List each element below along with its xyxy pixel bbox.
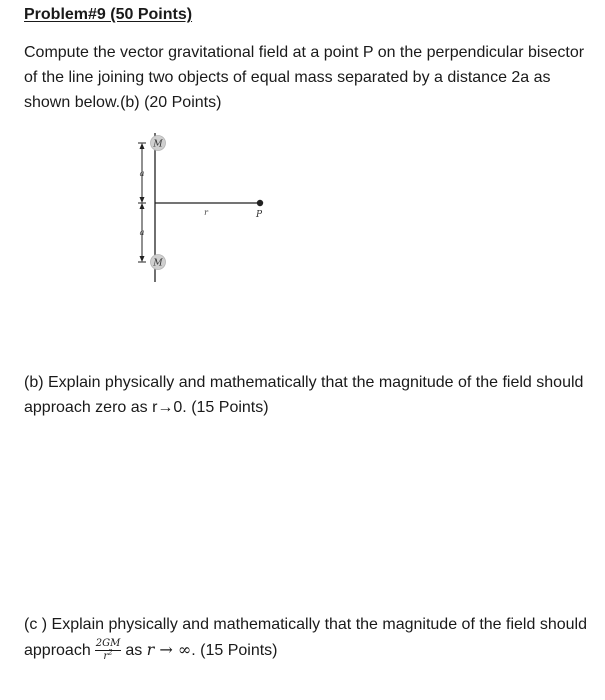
r-label: r (204, 208, 208, 217)
part-b-text: (b) Explain physically and mathematically that the magnitude of the field should approach zero as r→0. (15 Points) (24, 374, 584, 416)
upper-distance-label: a (139, 169, 145, 178)
part-a-text: Compute the vector gravitational field at a point P on the perpendicular bisector of the line joining two objects of equal mass separated by a distance 2a as shown below.(b) (20 Points) (24, 44, 585, 111)
part-c-tail: . (15 Points) (191, 642, 278, 659)
dim-arrow-upper-bottom (140, 197, 145, 203)
point-p-dot (257, 200, 263, 206)
lower-distance-label: a (139, 228, 145, 237)
part-c-as: as (125, 642, 143, 659)
fraction-denominator (95, 648, 122, 663)
fraction-2gm-over-r2 (95, 638, 122, 663)
dim-arrow-lower-bottom (140, 256, 145, 262)
point-p-label: P (255, 210, 263, 220)
mass-top-label: M (153, 139, 163, 150)
fraction-numerator: 2GM (95, 638, 121, 650)
fraction-exponent: 2 (108, 648, 113, 657)
fraction-denominator-base: r (103, 651, 109, 663)
limit-expression: r → ∞ (146, 640, 192, 659)
part-c-lead: (c ) Explain physically and mathematically that the magnitude of the field should approach (24, 616, 587, 659)
dim-arrow-upper-top (140, 143, 145, 149)
part-c-text (24, 612, 599, 663)
dim-arrow-lower-top (140, 203, 145, 209)
problem-title: Problem#9 (50 Points) (24, 6, 193, 23)
mass-bottom-label: M (153, 258, 163, 269)
